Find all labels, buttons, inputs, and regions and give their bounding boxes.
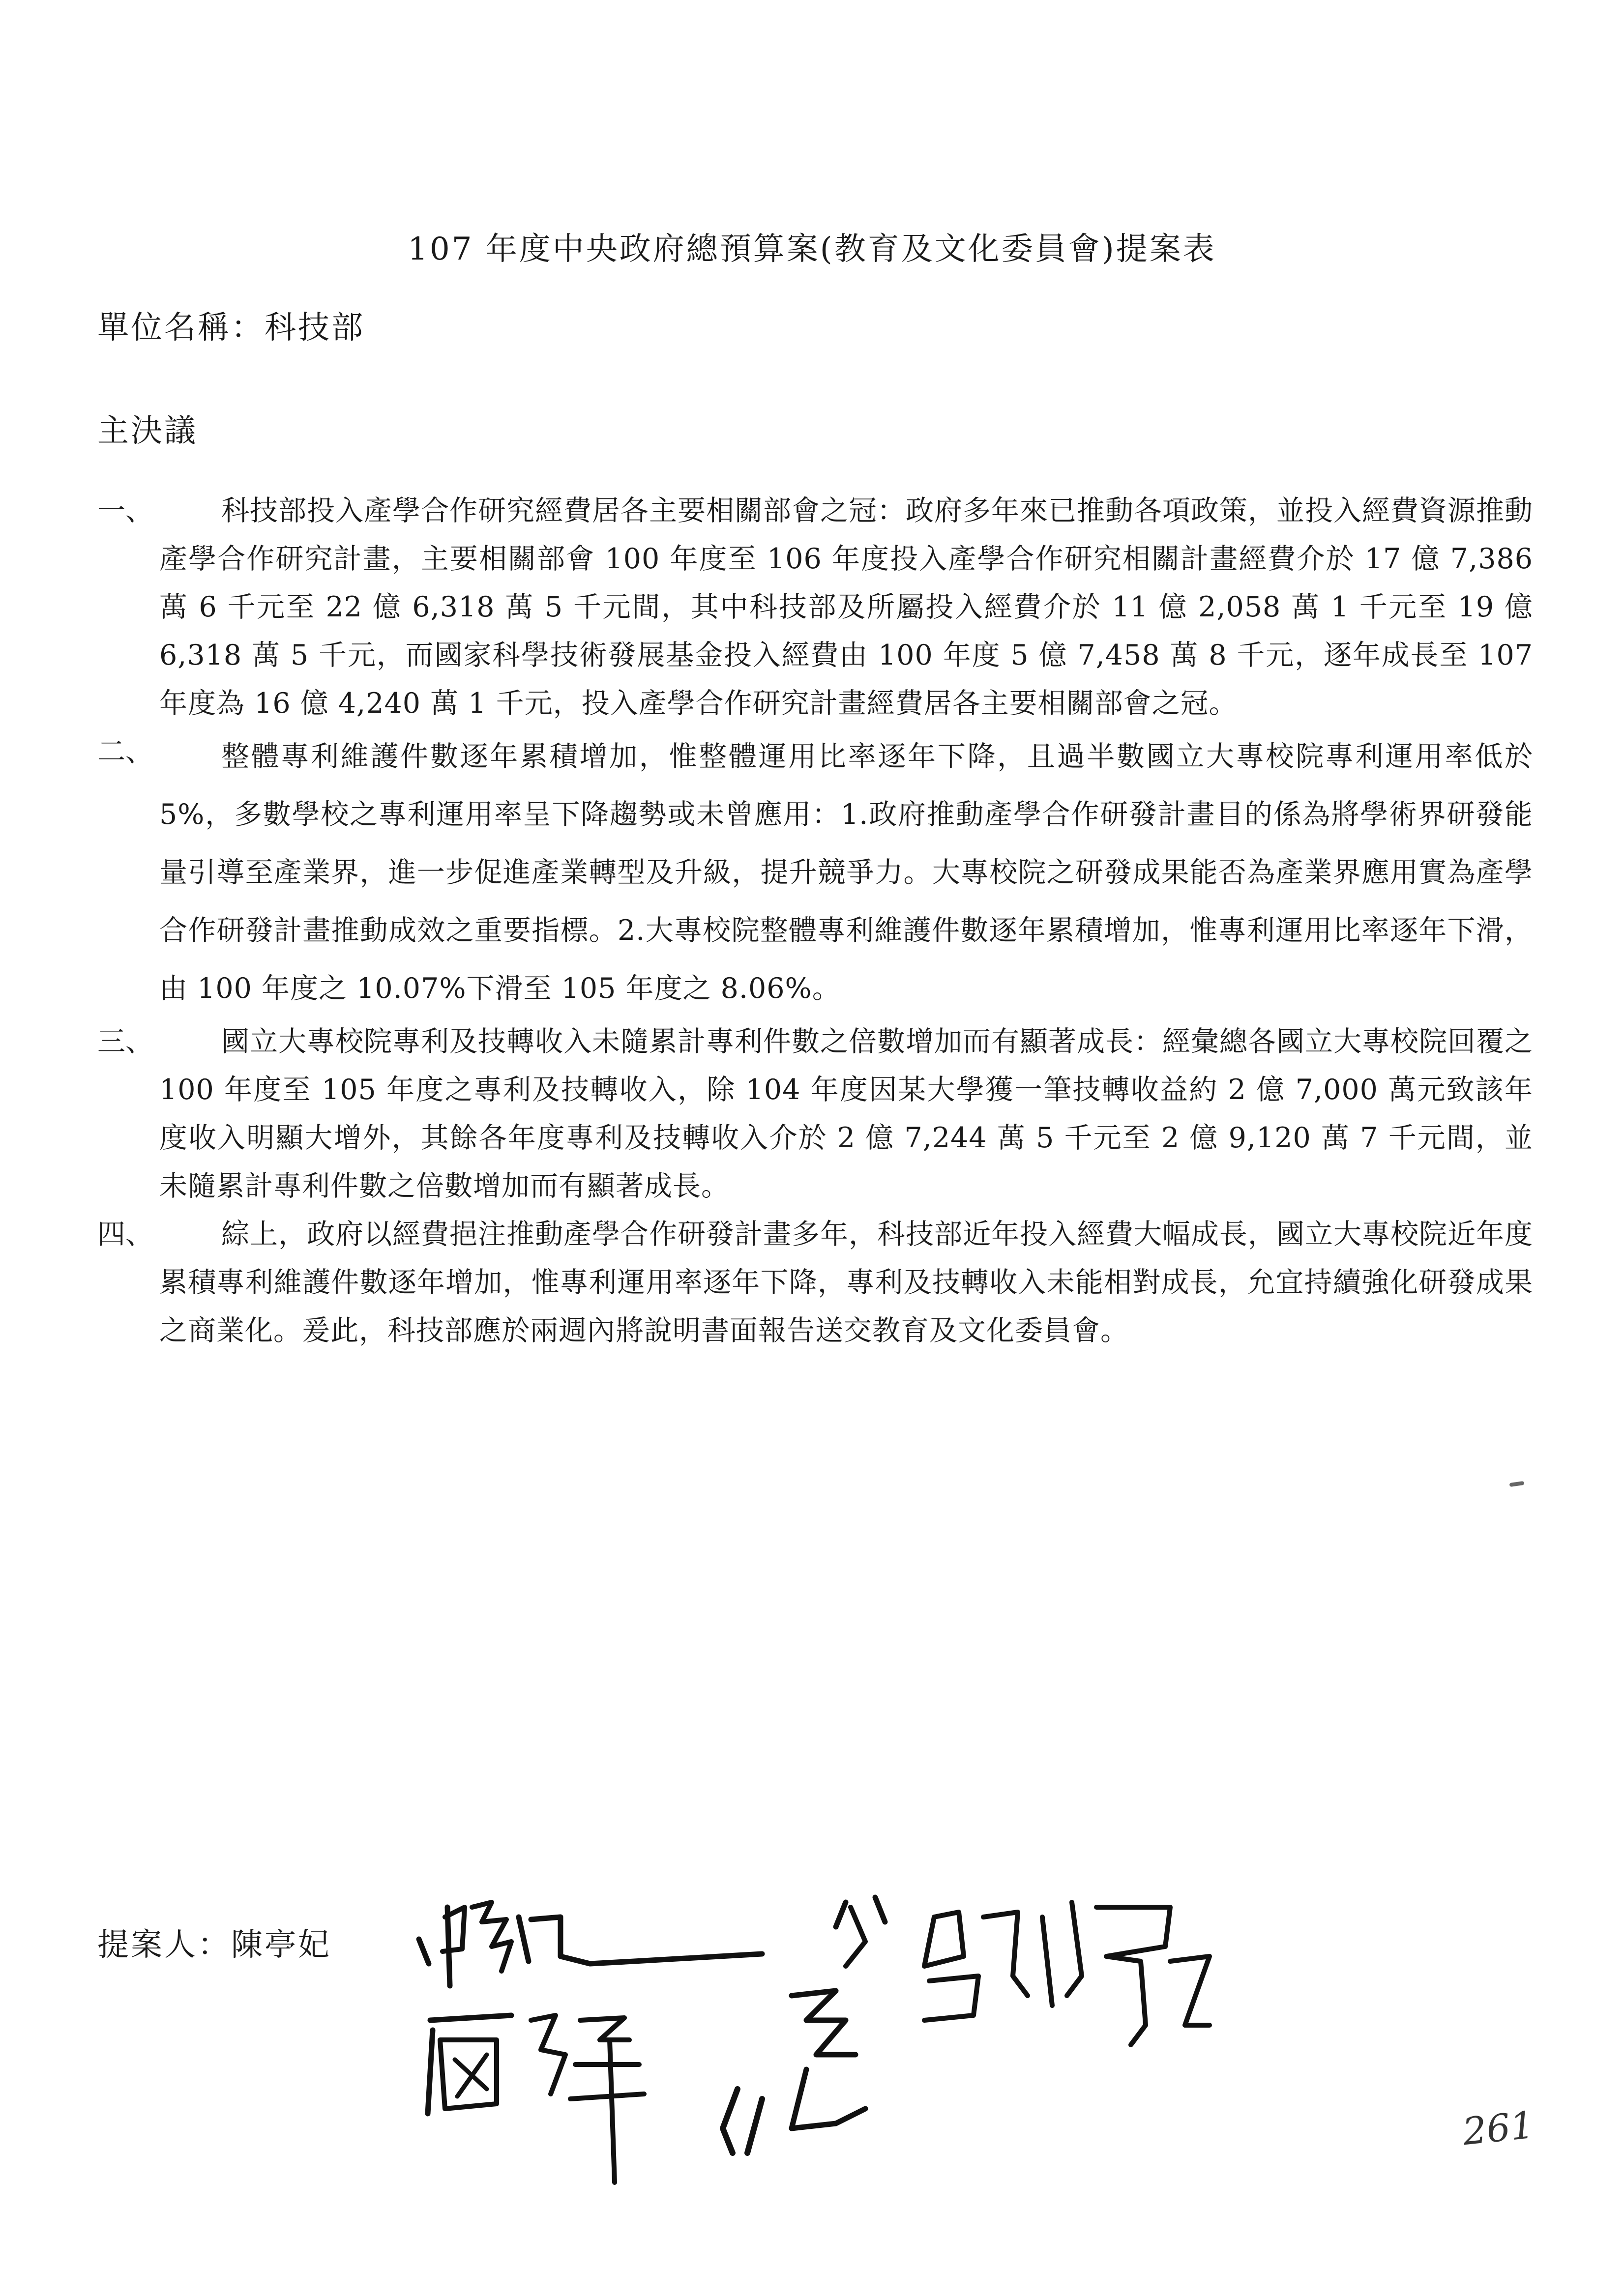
section-heading: 主決議 (97, 413, 198, 449)
item-number: 一、 (97, 494, 153, 527)
signature-2 (428, 2015, 644, 2182)
signature-1 (419, 1902, 762, 1986)
item-text: 國立大專校院專利及技轉收入未隨累計專利件數之倍數增加而有顯著成長：經彙總各國立大專校院回覆之 100 年度至 105 年度之專利及技轉收入，除 104 年度因某大學獲一筆技轉收益約 2 億 7,000 萬元致該年度收入明顯大增外，其餘各年度專利及技轉收入介於 2 億 7,244 萬 5 千元至 2 億 9,120 萬 7 千元間，並未隨累計專利件數之倍數增加而有顯著成長。 (159, 1025, 1533, 1202)
item-number: 三、 (97, 1025, 153, 1058)
proposer-label: 提案人：陳亭妃 (97, 1927, 331, 1963)
item-text: 綜上，政府以經費挹注推動產學合作研發計畫多年，科技部近年投入經費大幅成長，國立大專校院近年度累積專利維護件數逐年增加，惟專利運用率逐年下降，專利及技轉收入未能相對成長，允宜持續強化研發成果之商業化。爰此，科技部應於兩週內將說明書面報告送交教育及文化委員會。 (159, 1218, 1533, 1347)
unit-name: 單位名稱：科技部 (97, 310, 365, 346)
signature-3 (723, 1897, 1210, 2153)
document-title: 107 年度中央政府總預算案(教育及文化委員會)提案表 (408, 231, 1216, 267)
item-text: 整體專利維護件數逐年累積增加，惟整體運用比率逐年下降，且過半數國立大專校院專利運用率低於 5%，多數學校之專利運用率呈下降趨勢或未曾應用：1.政府推動產學合作研發計畫目的係為將學術界研發能量引導至產業界，進一步促進產業轉型及升級，提升競爭力。大專校院之研發成果能否為產業界應用實為產學合作研發計畫推動成效之重要指標。2.大專校院整體專利維護件數逐年累積增加，惟專利運用比率逐年下滑，由 100 年度之 10.07%下滑至 105 年度之 8.06%。 (159, 740, 1533, 1005)
item-number: 二、 (97, 735, 153, 768)
item-number: 四、 (97, 1218, 153, 1250)
page-number: 261 (1460, 2102, 1536, 2154)
item-text: 科技部投入產學合作研究經費居各主要相關部會之冠：政府多年來已推動各項政策，並投入經費資源推動產學合作研究計畫，主要相關部會 100 年度至 106 年度投入產學合作研究相關計畫經費介於 17 億 7,386 萬 6 千元至 22 億 6,318 萬 5 千元間，其中科技部及所屬投入經費介於 11 億 2,058 萬 1 千元至 19 億 6,318 萬 5 千元，而國家科學技術發展基金投入經費由 100 年度 5 億 7,458 萬 8 千元，逐年成長至 107 年度為 16 億 4,240 萬 1 千元，投入產學合作研究計畫經費居各主要相關部會之冠。 (159, 494, 1533, 720)
